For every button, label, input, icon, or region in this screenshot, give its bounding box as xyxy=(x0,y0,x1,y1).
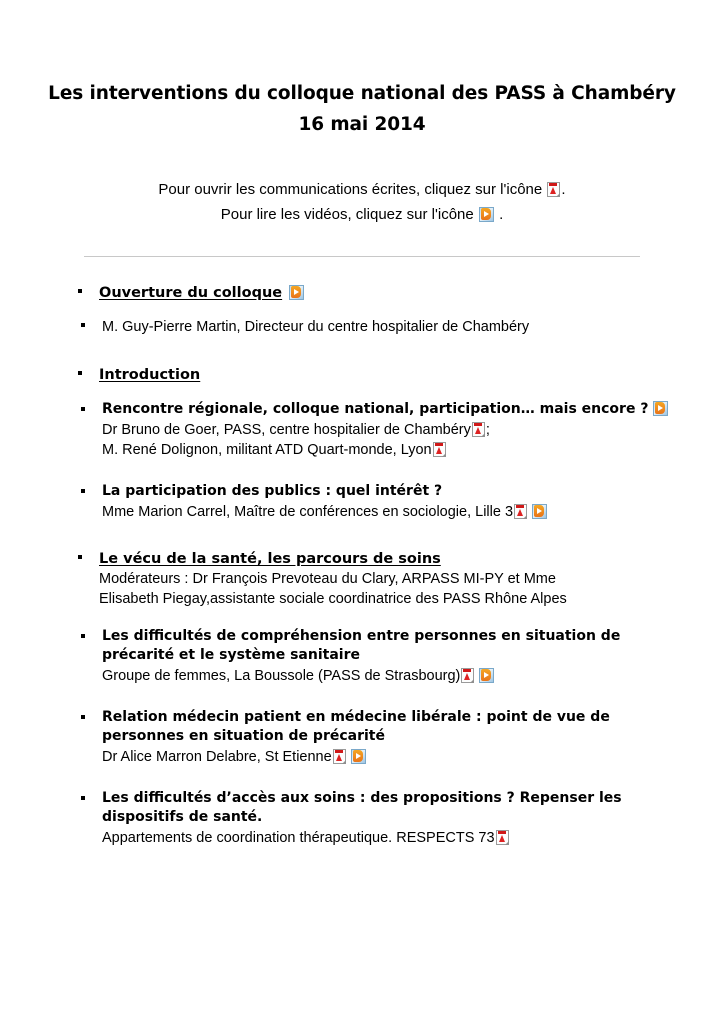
item-title-label: La participation des publics : quel intérêt ? xyxy=(102,483,443,499)
video-icon[interactable] xyxy=(532,504,547,519)
video-icon[interactable] xyxy=(479,207,494,222)
bullet-square-icon xyxy=(81,796,85,800)
bullet-square-icon xyxy=(81,407,85,411)
bullet-square-icon xyxy=(78,371,82,375)
speaker-line xyxy=(102,666,684,686)
program-content xyxy=(0,282,724,848)
pdf-icon[interactable] xyxy=(461,668,474,683)
section-vecu-sante xyxy=(76,548,684,848)
speaker-text: M. Guy-Pierre Martin, Directeur du centre hospitalier de Chambéry xyxy=(102,319,530,335)
speaker-text: Dr Bruno de Goer, PASS, centre hospitalier de Chambéry xyxy=(102,422,471,438)
section-ouverture xyxy=(76,282,684,337)
section-heading-label[interactable]: Ouverture du colloque xyxy=(99,285,283,301)
title-line-2: 16 mai 2014 xyxy=(298,114,426,135)
bullet-square-icon xyxy=(78,555,82,559)
item-title xyxy=(102,789,684,827)
section-heading-row xyxy=(76,364,684,385)
speaker-text: M. René Dolignon, militant ATD Quart-monde, Lyon xyxy=(102,442,432,458)
pdf-icon[interactable] xyxy=(496,830,509,845)
intro-line-pdf-text: Pour ouvrir les communications écrites, cliquez sur l'icône xyxy=(158,181,543,198)
intro-line-video-text: Pour lire les vidéos, cliquez sur l'icône xyxy=(220,206,474,223)
item-title xyxy=(102,627,684,665)
item-title xyxy=(102,708,684,746)
section-heading-label[interactable]: Le vécu de la santé, les parcours de soins xyxy=(99,551,441,567)
pdf-icon[interactable] xyxy=(333,749,346,764)
speaker-text: Dr Alice Marron Delabre, St Etienne xyxy=(102,749,332,765)
bullet-square-icon xyxy=(81,634,85,638)
video-icon[interactable] xyxy=(351,749,366,764)
list-item xyxy=(76,789,684,848)
list-item xyxy=(76,708,684,767)
pdf-icon[interactable] xyxy=(472,422,485,437)
title-line-1: Les interventions du colloque national des PASS à Chambéry xyxy=(48,83,676,104)
section-divider xyxy=(84,256,640,257)
section-introduction xyxy=(76,364,684,522)
speaker-line xyxy=(102,440,684,460)
speaker-text: Groupe de femmes, La Boussole (PASS de Strasbourg) xyxy=(102,668,461,684)
item-title-label: Les difficultés de compréhension entre personnes en situation de précarité et le système sanitaire xyxy=(102,628,621,663)
list-item xyxy=(76,482,684,522)
item-title xyxy=(102,482,684,501)
speaker-line xyxy=(102,420,684,440)
bullet-square-icon xyxy=(81,489,85,493)
speaker-line xyxy=(102,828,684,848)
item-title-label: Les difficultés d’accès aux soins : des propositions ? Repenser les dispositifs de santé. xyxy=(102,790,622,825)
speaker-line xyxy=(102,747,684,767)
list-item xyxy=(76,627,684,686)
section-heading-label[interactable]: Introduction xyxy=(99,367,201,383)
video-icon[interactable] xyxy=(653,401,668,416)
moderators-line-1 xyxy=(76,569,684,589)
moderators-text-1: Modérateurs : Dr François Prevoteau du Clary, ARPASS MI-PY et Mme xyxy=(99,571,556,587)
moderators-text-2: Elisabeth Piegay,assistante sociale coordinatrice des PASS Rhône Alpes xyxy=(99,591,567,607)
video-icon[interactable] xyxy=(479,668,494,683)
speaker-text: Mme Marion Carrel, Maître de conférences en sociologie, Lille 3 xyxy=(102,504,514,520)
section-heading-row xyxy=(76,282,684,303)
speaker-line xyxy=(102,502,684,522)
page-title xyxy=(0,0,724,140)
intro-line-video xyxy=(0,202,724,227)
list-item xyxy=(76,316,684,337)
bullet-square-icon xyxy=(78,289,82,293)
intro-line-pdf-period: . xyxy=(561,181,566,198)
speaker-suffix: ; xyxy=(485,422,490,438)
intro-instructions xyxy=(0,177,724,227)
intro-line-video-period: . xyxy=(499,206,504,223)
item-title xyxy=(102,400,684,419)
item-title-label: Relation médecin patient en médecine libérale : point de vue de personnes en situation de précarité xyxy=(102,709,610,744)
pdf-icon[interactable] xyxy=(433,442,446,457)
intro-line-pdf xyxy=(0,177,724,202)
moderators-line-2 xyxy=(76,589,684,609)
speaker-text: Appartements de coordination thérapeutique. RESPECTS 73 xyxy=(102,830,495,846)
bullet-square-icon xyxy=(81,323,85,327)
video-icon[interactable] xyxy=(289,285,304,300)
bullet-square-icon xyxy=(81,715,85,719)
item-title-label: Rencontre régionale, colloque national, participation… mais encore ? xyxy=(102,401,649,417)
pdf-icon[interactable] xyxy=(547,182,560,197)
pdf-icon[interactable] xyxy=(514,504,527,519)
section-heading-row xyxy=(76,548,684,569)
list-item xyxy=(76,400,684,460)
